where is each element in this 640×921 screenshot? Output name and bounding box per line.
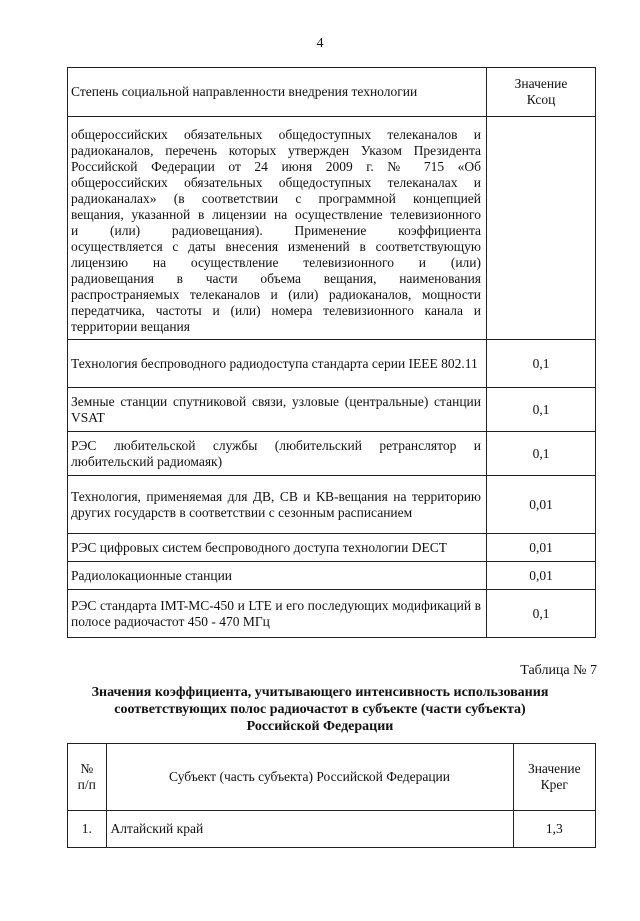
coefficient-value: 0,01 xyxy=(487,562,596,590)
technology-name: РЭС стандарта IMT-MC-450 и LTE и его последующих модификаций в полосе радиочастот 450 - 470 МГц xyxy=(68,590,487,638)
coefficient-value: 0,1 xyxy=(487,590,596,638)
coefficient-value: 1,3 xyxy=(513,811,595,848)
table-row xyxy=(68,476,596,534)
description-line: радиоканалах» (в соответствии с программной концепцией xyxy=(71,191,482,206)
technology-name: Технология беспроводного радиодоступа стандарта серии IEEE 802.11 xyxy=(68,340,487,388)
technology-name: Технология, применяемая для ДВ, СВ и КВ-вещания на территорию других государств в соответствии с сезонным расписанием xyxy=(68,476,487,534)
table-row xyxy=(68,432,596,476)
description-line: радиовещания в части объема вещания, наименования xyxy=(71,271,482,286)
description-line: вещания, указанной в лицензии на осуществление телевизионного xyxy=(71,207,482,222)
table-row xyxy=(68,388,596,432)
coefficient-value: 0,01 xyxy=(487,476,596,534)
table-number: Таблица № 7 xyxy=(520,663,597,678)
value-cell xyxy=(487,117,596,340)
technology-name: Радиолокационные станции xyxy=(68,562,487,590)
technology-name: РЭС цифровых систем беспроводного доступа технологии DECT xyxy=(68,534,487,562)
description-line: территории вещания xyxy=(71,319,190,334)
header-number-abbr: п/п xyxy=(77,777,96,792)
description-line: общероссийских обязательных общедоступных телеканалах и xyxy=(71,175,482,190)
table-row xyxy=(68,562,596,590)
region-coefficient-table xyxy=(67,743,596,848)
technology-name: РЭС любительской службы (любительский ретранслятор и любительский радиомаяк) xyxy=(68,432,487,476)
table-row xyxy=(68,811,596,848)
coefficient-value: 0,1 xyxy=(487,340,596,388)
header-technology: Степень социальной направленности внедрения технологии xyxy=(68,68,487,117)
header-value xyxy=(513,744,595,811)
description-line: осуществляется с даты внесения изменений в соответствующую xyxy=(71,239,482,254)
description-line: распространяемых телеканалов и (или) радиоканалов, мощности xyxy=(71,287,482,302)
description-line: передатчика, частоты и (или) номера телевизионного канала и xyxy=(71,303,482,318)
table-row xyxy=(68,117,596,340)
description-line: общероссийских обязательных общедоступных телеканалов и xyxy=(71,127,482,142)
header-number-sign: № xyxy=(80,761,94,776)
coefficient-value: 0,1 xyxy=(487,432,596,476)
header-value xyxy=(487,68,596,117)
header-subject: Субъект (часть субъекта) Российской Федерации xyxy=(106,744,513,811)
description-line: лицензию на осуществление телевизионного и (или) xyxy=(71,255,482,270)
coefficient-value: 0,01 xyxy=(487,534,596,562)
description-line: Российской Федерации от 24 июня 2009 г. № 715 «Об xyxy=(71,159,482,174)
table-row xyxy=(68,590,596,638)
social-coefficient-table xyxy=(67,67,596,638)
header-value-label: Значение xyxy=(514,76,568,91)
subject-name: Алтайский край xyxy=(106,811,513,848)
header-value-symbol: Ксоц xyxy=(526,92,556,107)
table-header-row xyxy=(68,68,596,117)
table-row xyxy=(68,340,596,388)
technology-name: Земные станции спутниковой связи, узловые (центральные) станции VSAT xyxy=(68,388,487,432)
description-line: радиоканалов, перечень которых утвержден Указом Президента xyxy=(71,143,482,158)
table-title: Значения коэффициента, учитывающего интенсивность использования соответствующих полос радиочастот в субъекте (части субъекта) Российской Федерации xyxy=(91,685,549,734)
row-number: 1. xyxy=(68,811,107,848)
table-row xyxy=(68,534,596,562)
technology-description xyxy=(68,117,487,340)
description-line: и (или) радиовещания). Применение коэффициента xyxy=(71,223,482,238)
header-number xyxy=(68,744,107,811)
coefficient-value: 0,1 xyxy=(487,388,596,432)
header-value-symbol: Крег xyxy=(540,777,568,792)
page-number: 4 xyxy=(316,36,324,51)
table-header-row xyxy=(68,744,596,811)
header-value-label: Значение xyxy=(527,761,581,776)
